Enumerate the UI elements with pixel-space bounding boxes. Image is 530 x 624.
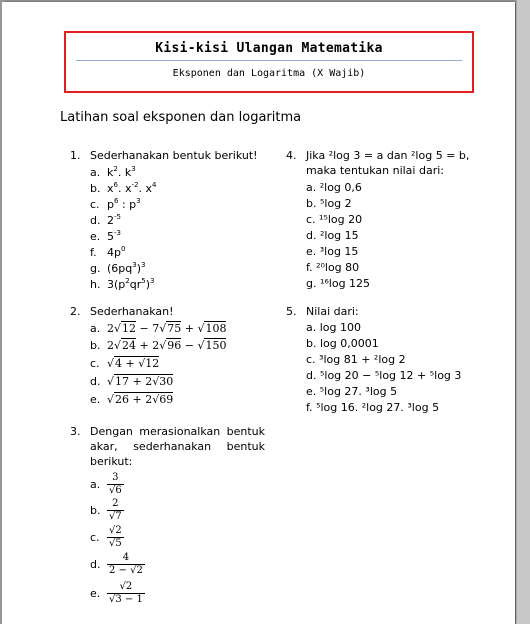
list-item: e. √26 + 2√69 bbox=[90, 393, 174, 406]
list-item: d. ⁵log 20 − ⁵log 12 + ⁵log 3 bbox=[306, 369, 462, 382]
section-title: Latihan soal eksponen dan logaritma bbox=[60, 110, 302, 125]
list-item: f. ⁵log 16. ²log 27. ³log 5 bbox=[306, 401, 440, 414]
list-item: e. $5^{-3}$ bbox=[90, 229, 121, 243]
list-item: a. 2√12 − 7√75 + √108 bbox=[90, 322, 227, 335]
list-item: b. ⁵log 2 bbox=[306, 197, 352, 210]
list-item: g. ¹⁶log 125 bbox=[306, 277, 371, 290]
question-number: 3. bbox=[70, 425, 81, 438]
list-item: f. ²⁰log 80 bbox=[306, 261, 360, 274]
vertical-scrollbar[interactable] bbox=[516, 0, 530, 624]
header-divider bbox=[76, 60, 462, 61]
question-number: 2. bbox=[70, 305, 81, 318]
list-item: b. 2√24 + 2√96 − √150 bbox=[90, 339, 227, 352]
list-item: e. ⁵log 27. ³log 5 bbox=[306, 385, 398, 398]
list-item: c. $\frac{√2}{√5}$ bbox=[90, 525, 122, 549]
question-text: Nilai dari: bbox=[306, 305, 359, 318]
list-item: f. $4p^0$ bbox=[90, 245, 126, 259]
list-item: d. $\frac{4}{2 - √2}$ bbox=[90, 552, 143, 576]
list-item: h. $3(p^2qr^5)^3$ bbox=[90, 277, 155, 291]
question-text: Dengan merasionalkan bentuk akar, sederhanakan bentuk berikut: bbox=[90, 425, 265, 468]
list-item: b. $x^6$. $x^{-2}$. $x^4$ bbox=[90, 181, 157, 195]
list-item: g. $(6pq^3)^3$ bbox=[90, 261, 146, 275]
list-item: c. ³log 81 + ²log 2 bbox=[306, 353, 406, 366]
list-item: c. √4 + √12 bbox=[90, 357, 160, 370]
list-item: a. ²log 0,6 bbox=[306, 181, 362, 194]
list-item: e. $\frac{√2}{√3 - 1}$ bbox=[90, 581, 143, 605]
list-item: a. $\frac{3}{√6}$ bbox=[90, 472, 122, 496]
list-item: e. ³log 15 bbox=[306, 245, 359, 258]
question-text: Sederhanakan bentuk berikut! bbox=[90, 149, 258, 162]
list-item: d. ²log 15 bbox=[306, 229, 359, 242]
document-page bbox=[2, 2, 515, 624]
question-number: 4. bbox=[286, 149, 297, 162]
list-item: c. ¹⁵log 20 bbox=[306, 213, 363, 226]
question-text: Jika ²log 3 = a dan ²log 5 = b, maka tentukan nilai dari: bbox=[306, 149, 470, 177]
question-number: 5. bbox=[286, 305, 297, 318]
list-item: a. log 100 bbox=[306, 321, 361, 334]
list-item: d. √17 + 2√30 bbox=[90, 375, 174, 388]
document-subtitle: Eksponen dan Logaritma (X Wajib) bbox=[172, 68, 366, 79]
header-box bbox=[64, 31, 474, 93]
document-title: Kisi-kisi Ulangan Matematika bbox=[155, 41, 383, 56]
list-item: c. $p^6$ : $p^3$ bbox=[90, 197, 141, 211]
list-item: b. log 0,0001 bbox=[306, 337, 379, 350]
question-number: 1. bbox=[70, 149, 81, 162]
question-text: Sederhanakan! bbox=[90, 305, 174, 318]
list-item: d. $2^{-5}$ bbox=[90, 213, 121, 227]
list-item: b. $\frac{2}{√7}$ bbox=[90, 498, 122, 522]
list-item: a. $k^2$. $k^3$ bbox=[90, 165, 136, 179]
